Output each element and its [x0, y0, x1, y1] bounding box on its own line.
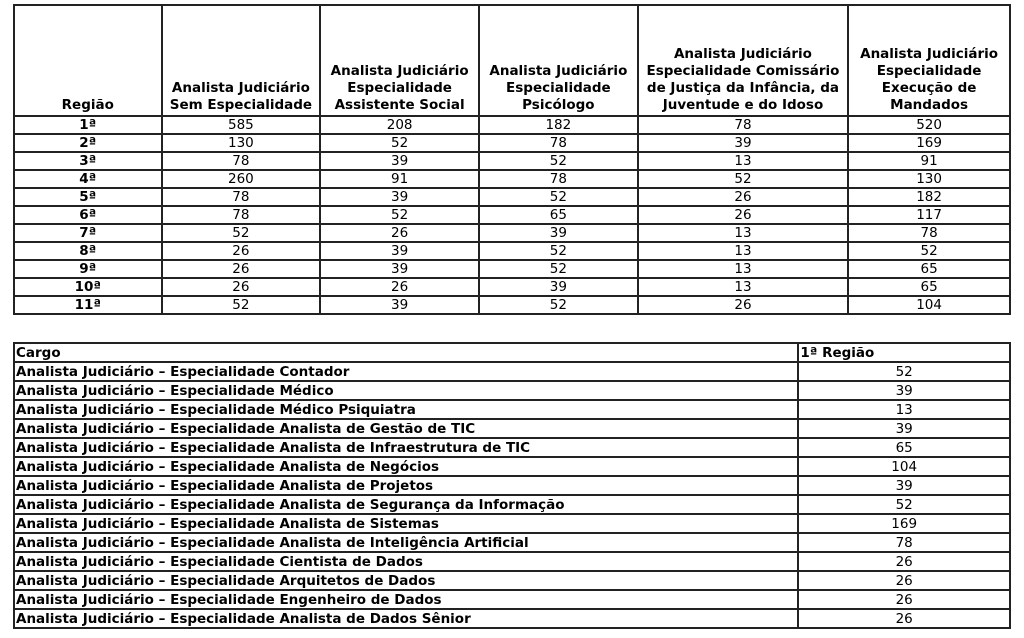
cell-sem-especialidade: 130: [162, 134, 321, 152]
table-row: [14, 400, 1010, 419]
header-execucao-mandados: Analista Judiciário Especialidade Execução de Mandados: [848, 5, 1010, 116]
table-row: [14, 571, 1010, 590]
cell-regiao: 7ª: [14, 224, 162, 242]
cell-1a-regiao: 26: [798, 571, 1010, 590]
cell-1a-regiao: 78: [798, 533, 1010, 552]
cell-assistente-social: 26: [320, 278, 479, 296]
header-psicologo: Analista Judiciário Especialidade Psicólogo: [479, 5, 638, 116]
table-row: [14, 116, 1010, 134]
cell-cargo: Analista Judiciário – Especialidade Analista de Sistemas: [14, 514, 798, 533]
cell-psicologo: 39: [479, 278, 638, 296]
cell-comissario: 13: [638, 260, 848, 278]
cell-psicologo: 52: [479, 152, 638, 170]
cell-regiao: 9ª: [14, 260, 162, 278]
header-assistente-social: Analista Judiciário Especialidade Assistente Social: [320, 5, 479, 116]
cell-comissario: 26: [638, 188, 848, 206]
table-row: [14, 438, 1010, 457]
cell-psicologo: 52: [479, 260, 638, 278]
cell-assistente-social: 39: [320, 188, 479, 206]
cell-1a-regiao: 65: [798, 438, 1010, 457]
cell-regiao: 5ª: [14, 188, 162, 206]
cell-cargo: Analista Judiciário – Especialidade Engenheiro de Dados: [14, 590, 798, 609]
cell-psicologo: 65: [479, 206, 638, 224]
cell-execucao-mandados: 65: [848, 278, 1010, 296]
cell-comissario: 13: [638, 152, 848, 170]
cell-sem-especialidade: 26: [162, 260, 321, 278]
cell-sem-especialidade: 260: [162, 170, 321, 188]
cell-sem-especialidade: 26: [162, 242, 321, 260]
cell-regiao: 4ª: [14, 170, 162, 188]
cell-regiao: 2ª: [14, 134, 162, 152]
header-sem-especialidade: Analista Judiciário Sem Especialidade: [162, 5, 321, 116]
cell-cargo: Analista Judiciário – Especialidade Analista de Infraestrutura de TIC: [14, 438, 798, 457]
cell-1a-regiao: 52: [798, 362, 1010, 381]
cell-execucao-mandados: 78: [848, 224, 1010, 242]
cell-execucao-mandados: 65: [848, 260, 1010, 278]
cell-sem-especialidade: 78: [162, 188, 321, 206]
cell-assistente-social: 26: [320, 224, 479, 242]
table-row: [14, 381, 1010, 400]
cell-sem-especialidade: 52: [162, 296, 321, 314]
cell-cargo: Analista Judiciário – Especialidade Médico: [14, 381, 798, 400]
cell-1a-regiao: 39: [798, 476, 1010, 495]
table-row: [14, 260, 1010, 278]
cell-psicologo: 182: [479, 116, 638, 134]
cell-assistente-social: 39: [320, 260, 479, 278]
cell-cargo: Analista Judiciário – Especialidade Cientista de Dados: [14, 552, 798, 571]
cell-psicologo: 52: [479, 242, 638, 260]
table-row: [14, 362, 1010, 381]
cell-sem-especialidade: 52: [162, 224, 321, 242]
cell-comissario: 78: [638, 116, 848, 134]
table-row: [14, 170, 1010, 188]
cell-sem-especialidade: 585: [162, 116, 321, 134]
cell-psicologo: 39: [479, 224, 638, 242]
table-row: [14, 476, 1010, 495]
cell-1a-regiao: 39: [798, 419, 1010, 438]
table-row: [14, 419, 1010, 438]
table-header-row: [14, 5, 1010, 116]
table-row: [14, 533, 1010, 552]
cell-1a-regiao: 13: [798, 400, 1010, 419]
cell-assistente-social: 39: [320, 152, 479, 170]
cell-cargo: Analista Judiciário – Especialidade Analista de Dados Sênior: [14, 609, 798, 628]
cell-cargo: Analista Judiciário – Especialidade Analista de Gestão de TIC: [14, 419, 798, 438]
cell-execucao-mandados: 169: [848, 134, 1010, 152]
header-1a-regiao: 1ª Região: [798, 343, 1010, 362]
table-row: [14, 514, 1010, 533]
cell-assistente-social: 52: [320, 206, 479, 224]
cell-psicologo: 52: [479, 296, 638, 314]
cell-cargo: Analista Judiciário – Especialidade Analista de Projetos: [14, 476, 798, 495]
table-row: [14, 457, 1010, 476]
table-row: [14, 152, 1010, 170]
cell-sem-especialidade: 26: [162, 278, 321, 296]
table-row: [14, 206, 1010, 224]
table-row: [14, 495, 1010, 514]
table-row: [14, 134, 1010, 152]
vacancies-by-region-table: [13, 4, 1011, 315]
cell-comissario: 26: [638, 206, 848, 224]
cell-execucao-mandados: 130: [848, 170, 1010, 188]
cell-regiao: 11ª: [14, 296, 162, 314]
cell-assistente-social: 39: [320, 242, 479, 260]
cell-comissario: 52: [638, 170, 848, 188]
table-row: [14, 590, 1010, 609]
cell-regiao: 10ª: [14, 278, 162, 296]
cell-cargo: Analista Judiciário – Especialidade Analista de Segurança da Informação: [14, 495, 798, 514]
cell-comissario: 39: [638, 134, 848, 152]
cell-execucao-mandados: 104: [848, 296, 1010, 314]
cell-comissario: 13: [638, 224, 848, 242]
table-header-row: [14, 343, 1010, 362]
table-row: [14, 278, 1010, 296]
cell-comissario: 13: [638, 242, 848, 260]
vacancies-by-cargo-table: [13, 342, 1011, 629]
cell-1a-regiao: 104: [798, 457, 1010, 476]
cell-psicologo: 52: [479, 188, 638, 206]
cell-cargo: Analista Judiciário – Especialidade Analista de Inteligência Artificial: [14, 533, 798, 552]
header-cargo: Cargo: [14, 343, 798, 362]
cell-psicologo: 78: [479, 134, 638, 152]
header-regiao: Região: [14, 5, 162, 116]
cell-execucao-mandados: 117: [848, 206, 1010, 224]
header-comissario: Analista Judiciário Especialidade Comissário de Justiça da Infância, da Juventude e do Idoso: [638, 5, 848, 116]
cell-cargo: Analista Judiciário – Especialidade Arquitetos de Dados: [14, 571, 798, 590]
table-row: [14, 224, 1010, 242]
cell-cargo: Analista Judiciário – Especialidade Contador: [14, 362, 798, 381]
cell-cargo: Analista Judiciário – Especialidade Analista de Negócios: [14, 457, 798, 476]
cell-1a-regiao: 39: [798, 381, 1010, 400]
table-row: [14, 296, 1010, 314]
cell-assistente-social: 39: [320, 296, 479, 314]
cell-1a-regiao: 26: [798, 552, 1010, 571]
cell-execucao-mandados: 52: [848, 242, 1010, 260]
cell-psicologo: 78: [479, 170, 638, 188]
table-row: [14, 188, 1010, 206]
cell-sem-especialidade: 78: [162, 206, 321, 224]
cell-execucao-mandados: 520: [848, 116, 1010, 134]
cell-regiao: 6ª: [14, 206, 162, 224]
table-row: [14, 242, 1010, 260]
cell-sem-especialidade: 78: [162, 152, 321, 170]
table-row: [14, 609, 1010, 628]
cell-comissario: 13: [638, 278, 848, 296]
table-row: [14, 552, 1010, 571]
cell-cargo: Analista Judiciário – Especialidade Médico Psiquiatra: [14, 400, 798, 419]
cell-comissario: 26: [638, 296, 848, 314]
cell-assistente-social: 91: [320, 170, 479, 188]
cell-regiao: 1ª: [14, 116, 162, 134]
cell-1a-regiao: 169: [798, 514, 1010, 533]
cell-execucao-mandados: 91: [848, 152, 1010, 170]
cell-execucao-mandados: 182: [848, 188, 1010, 206]
cell-1a-regiao: 26: [798, 609, 1010, 628]
cell-regiao: 3ª: [14, 152, 162, 170]
cell-assistente-social: 52: [320, 134, 479, 152]
cell-1a-regiao: 52: [798, 495, 1010, 514]
cell-assistente-social: 208: [320, 116, 479, 134]
cell-regiao: 8ª: [14, 242, 162, 260]
cell-1a-regiao: 26: [798, 590, 1010, 609]
